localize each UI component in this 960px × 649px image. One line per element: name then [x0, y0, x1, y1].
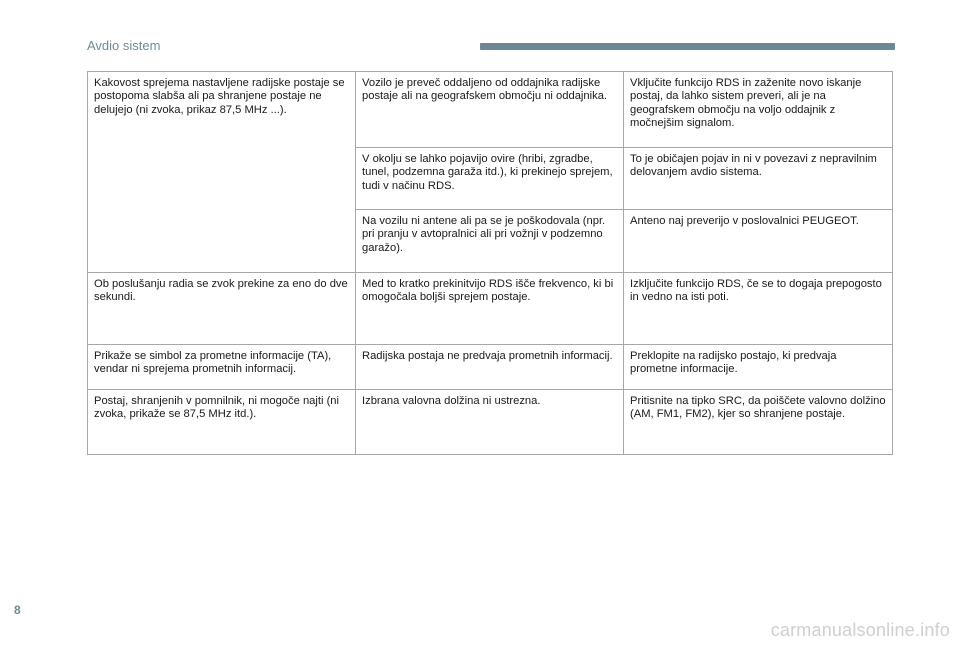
- table-row: [88, 390, 893, 455]
- problem-cell: Prikaže se simbol za prometne informacije (TA), vendar ni sprejema prometnih informacij.: [88, 345, 356, 390]
- cause-cell: Na vozilu ni antene ali pa se je poškodovala (npr. pri pranju v avtopralnici ali pri vožnji v podzemno garažo).: [356, 210, 624, 273]
- header-bar: [480, 43, 895, 50]
- solution-cell: Preklopite na radijsko postajo, ki predvaja prometne informacije.: [624, 345, 893, 390]
- solution-cell: To je običajen pojav in ni v povezavi z nepravilnim delovanjem avdio sistema.: [624, 148, 893, 210]
- cause-cell: V okolju se lahko pojavijo ovire (hribi, zgradbe, tunel, podzemna garaža itd.), ki prekinejo sprejem, tudi v načinu RDS.: [356, 148, 624, 210]
- solution-cell: Anteno naj preverijo v poslovalnici PEUGEOT.: [624, 210, 893, 273]
- cause-cell: Med to kratko prekinitvijo RDS išče frekvenco, ki bi omogočala boljši sprejem postaje.: [356, 273, 624, 345]
- solution-cell: Pritisnite na tipko SRC, da poiščete valovno dolžino (AM, FM1, FM2), kjer so shranjene postaje.: [624, 390, 893, 455]
- section-title: Avdio sistem: [87, 38, 161, 53]
- table-row: [88, 72, 893, 148]
- solution-cell: Izključite funkcijo RDS, če se to dogaja prepogosto in vedno na isti poti.: [624, 273, 893, 345]
- problem-cell: Ob poslušanju radia se zvok prekine za eno do dve sekundi.: [88, 273, 356, 345]
- page-number: 8: [14, 603, 21, 617]
- table-row: [88, 345, 893, 390]
- problem-cell: Kakovost sprejema nastavljene radijske postaje se postopoma slabša ali pa shranjene postaje ne delujejo (ni zvoka, prikaz 87,5 MHz ...).: [88, 72, 356, 273]
- solution-cell: Vključite funkcijo RDS in zaženite novo iskanje postaj, da lahko sistem preveri, ali je na geografskem območju na voljo oddajnik z močnejšim signalom.: [624, 72, 893, 148]
- problem-cell: Postaj, shranjenih v pomnilnik, ni mogoče najti (ni zvoka, prikaže se 87,5 MHz itd.).: [88, 390, 356, 455]
- table-row: [88, 273, 893, 345]
- cause-cell: Radijska postaja ne predvaja prometnih informacij.: [356, 345, 624, 390]
- cause-cell: Vozilo je preveč oddaljeno od oddajnika radijske postaje ali na geografskem območju ni oddajnika.: [356, 72, 624, 148]
- watermark: carmanualsonline.info: [770, 620, 950, 640]
- cause-cell: Izbrana valovna dolžina ni ustrezna.: [356, 390, 624, 455]
- troubleshooting-table: [87, 71, 893, 455]
